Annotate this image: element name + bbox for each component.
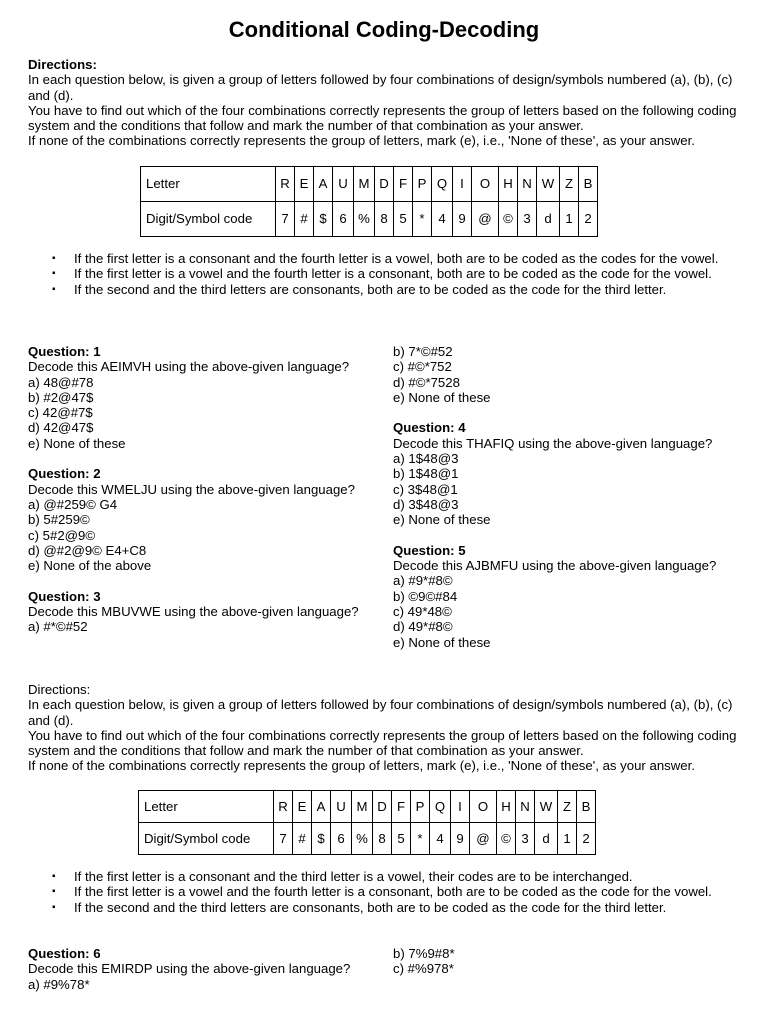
code-cell: 2	[577, 823, 596, 855]
letter-row	[139, 791, 596, 823]
code-cell: 5	[392, 823, 411, 855]
code-cell: 3	[516, 823, 535, 855]
answer-option: b) 7*©#52	[393, 344, 453, 359]
answer-option: c) 3$48@1	[393, 481, 458, 497]
letter-cell: U	[333, 167, 354, 202]
answer-option: d) @#2@9© E4+C8	[28, 542, 147, 558]
code-cell: 7	[274, 823, 293, 855]
answer-option: e) None of these	[393, 512, 491, 528]
question-text: Decode this THAFIQ using the above-given language?	[393, 435, 713, 451]
question-label: Question: 1	[28, 344, 101, 359]
letter-cell: P	[411, 791, 430, 823]
code-cell: #	[293, 823, 312, 855]
bullet-icon: ▪	[52, 268, 56, 280]
bullet-icon: ▪	[52, 901, 56, 913]
letter-cell: H	[499, 167, 518, 202]
letter-cell: W	[537, 167, 560, 202]
directions-heading: Directions:	[28, 682, 91, 697]
code-cell: *	[411, 823, 430, 855]
letter-cell: R	[276, 167, 295, 202]
letter-cell: N	[516, 791, 535, 823]
code-cell: #	[295, 202, 314, 237]
code-row	[141, 202, 598, 237]
code-cell: 4	[432, 202, 453, 237]
letter-cell: I	[453, 167, 472, 202]
page-title: Conditional Coding-Decoding	[228, 17, 540, 42]
code-cell: 4	[430, 823, 451, 855]
directions-heading: Directions:	[28, 57, 97, 72]
code-row	[139, 823, 596, 855]
letter-cell: A	[312, 791, 331, 823]
letter-cell: A	[314, 167, 333, 202]
question-label: Question: 3	[28, 588, 101, 604]
answer-option: b) 7%9#8*	[393, 946, 455, 961]
letter-cell: B	[577, 791, 596, 823]
conditions-list-2	[28, 869, 744, 915]
answer-option: a) 48@#78	[28, 374, 94, 390]
directions-paragraph: You have to find out which of the four combinations correctly represents the group of letters based on the following coding system and the conditions that follow and mark the number of that combination as your answer.	[28, 727, 737, 759]
condition-item	[28, 900, 744, 915]
answer-option: c) #©*752	[393, 359, 452, 375]
condition-text: If the first letter is a consonant and the third letter is a vowel, their codes are to be interchanged.	[74, 869, 633, 884]
letter-row	[141, 167, 598, 202]
directions-paragraph: If none of the combinations correctly represents the group of letters, mark (e), i.e., 'None of these', as your answer.	[28, 758, 695, 774]
letter-cell: M	[354, 167, 375, 202]
answer-option: a) #9*#8©	[393, 573, 453, 589]
answer-option: b) 5#259©	[28, 512, 90, 528]
letter-cell: M	[352, 791, 373, 823]
answer-option: c) #%978*	[393, 961, 454, 977]
question-block	[28, 344, 388, 451]
letter-cell: H	[497, 791, 516, 823]
coding-table-1	[140, 166, 598, 237]
question-text: Decode this MBUVWE using the above-given language?	[28, 604, 359, 620]
code-cell: 9	[451, 823, 470, 855]
code-cell: 7	[276, 202, 295, 237]
condition-item	[28, 282, 744, 297]
answer-option: a) @#259© G4	[28, 496, 118, 512]
question-text: Decode this AJBMFU using the above-given language?	[393, 558, 717, 574]
code-cell: %	[352, 823, 373, 855]
bullet-icon: ▪	[52, 886, 56, 898]
letter-cell: R	[274, 791, 293, 823]
letter-cell: W	[535, 791, 558, 823]
code-cell: 5	[394, 202, 413, 237]
code-cell: 8	[375, 202, 394, 237]
question-label: Question: 6	[28, 946, 101, 961]
answer-option: d) 42@47$	[28, 420, 94, 436]
questions-right-column	[393, 344, 753, 665]
letter-cell: F	[394, 167, 413, 202]
letter-cell: Z	[560, 167, 579, 202]
answer-option: e) None of these	[393, 634, 491, 650]
letter-cell: Q	[430, 791, 451, 823]
code-cell: %	[354, 202, 375, 237]
condition-item	[28, 869, 744, 884]
answer-option: d) 49*#8©	[393, 619, 453, 635]
condition-item	[28, 884, 744, 899]
letter-cell: F	[392, 791, 411, 823]
conditions-list-1	[28, 251, 744, 297]
answer-option: a) #*©#52	[28, 619, 88, 635]
question-text: Decode this WMELJU using the above-given language?	[28, 481, 355, 497]
answer-option: e) None of these	[393, 389, 491, 405]
bullet-icon: ▪	[52, 253, 56, 264]
code-cell: ©	[497, 823, 516, 855]
row-label: Letter	[141, 167, 276, 202]
bullet-icon: ▪	[52, 871, 56, 882]
letter-cell: Z	[558, 791, 577, 823]
code-cell: *	[413, 202, 432, 237]
directions-block-1	[28, 57, 744, 149]
code-cell: ©	[499, 202, 518, 237]
answer-option: c) 5#2@9©	[28, 527, 96, 543]
question-text: Decode this AEIMVH using the above-given language?	[28, 359, 350, 375]
directions-paragraph: In each question below, is given a group of letters followed by four combinations of design/symbols numbered (a), (b), (c) and (d).	[28, 72, 733, 103]
row-label: Letter	[139, 791, 274, 823]
letter-cell: P	[413, 167, 432, 202]
question-text: Decode this EMIRDP using the above-given language?	[28, 961, 351, 977]
code-cell: $	[312, 823, 331, 855]
letter-cell: U	[331, 791, 352, 823]
letter-cell: N	[518, 167, 537, 202]
directions-block-2	[28, 682, 744, 774]
bullet-icon: ▪	[52, 283, 56, 295]
condition-text: If the first letter is a consonant and the fourth letter is a vowel, both are to be coded as the codes for the vowel.	[74, 251, 719, 266]
question-block	[28, 466, 388, 573]
condition-text: If the second and the third letters are consonants, both are to be coded as the code for the third letter.	[74, 899, 667, 915]
letter-cell: B	[579, 167, 598, 202]
question-label: Question: 2	[28, 466, 101, 482]
coding-table-2	[138, 790, 596, 855]
code-cell: 9	[453, 202, 472, 237]
code-cell: d	[537, 202, 560, 237]
letter-cell: I	[451, 791, 470, 823]
answer-option: a) 1$48@3	[393, 451, 459, 467]
condition-text: If the first letter is a vowel and the fourth letter is a consonant, both are to be coded as the code for the vowel.	[74, 266, 712, 282]
code-cell: 6	[331, 823, 352, 855]
condition-item	[28, 266, 744, 281]
answer-option: c) 42@#7$	[28, 405, 93, 421]
question-label: Question: 4	[393, 420, 466, 436]
letter-cell: D	[373, 791, 392, 823]
answer-option: e) None of the above	[28, 558, 152, 574]
code-cell: 3	[518, 202, 537, 237]
letter-cell: E	[293, 791, 312, 823]
row-label: Digit/Symbol code	[141, 202, 276, 237]
question-block	[393, 543, 753, 650]
answer-option: b) #2@47$	[28, 389, 94, 405]
condition-text: If the second and the third letters are consonants, both are to be coded as the code for the third letter.	[74, 281, 667, 297]
code-cell: @	[472, 202, 499, 237]
directions-paragraph: In each question below, is given a group of letters followed by four combinations of design/symbols numbered (a), (b), (c) and (d).	[28, 697, 733, 728]
code-cell: d	[535, 823, 558, 855]
letter-cell: Q	[432, 167, 453, 202]
answer-option: a) #9%78*	[28, 976, 90, 992]
question-block	[393, 420, 753, 527]
code-cell: 1	[560, 202, 579, 237]
code-cell: 6	[333, 202, 354, 237]
answer-option: d) #©*7528	[393, 374, 460, 390]
code-cell: $	[314, 202, 333, 237]
code-cell: @	[470, 823, 497, 855]
letter-cell: O	[472, 167, 499, 202]
question-block	[28, 589, 388, 635]
answer-option: d) 3$48@3	[393, 496, 459, 512]
condition-item	[28, 251, 744, 266]
question-label: Question: 5	[393, 542, 466, 558]
letter-cell: E	[295, 167, 314, 202]
question-6-right	[393, 946, 753, 977]
answer-option: e) None of these	[28, 435, 126, 451]
answer-option: b) 1$48@1	[393, 466, 459, 482]
code-cell: 1	[558, 823, 577, 855]
letter-cell: O	[470, 791, 497, 823]
question-block	[393, 344, 753, 405]
questions-left-column	[28, 344, 388, 650]
answer-option: c) 49*48©	[393, 604, 452, 620]
row-label: Digit/Symbol code	[139, 823, 274, 855]
question-6-left	[28, 946, 388, 992]
answer-option: b) ©9©#84	[393, 588, 458, 604]
code-cell: 2	[579, 202, 598, 237]
directions-paragraph: If none of the combinations correctly represents the group of letters, mark (e), i.e., 'None of these', as your answer.	[28, 133, 695, 149]
condition-text: If the first letter is a vowel and the fourth letter is a consonant, both are to be coded as the code for the vowel.	[74, 884, 712, 900]
directions-paragraph: You have to find out which of the four combinations correctly represents the group of letters based on the following coding system and the conditions that follow and mark the number of that combination as your answer.	[28, 102, 737, 134]
letter-cell: D	[375, 167, 394, 202]
code-cell: 8	[373, 823, 392, 855]
